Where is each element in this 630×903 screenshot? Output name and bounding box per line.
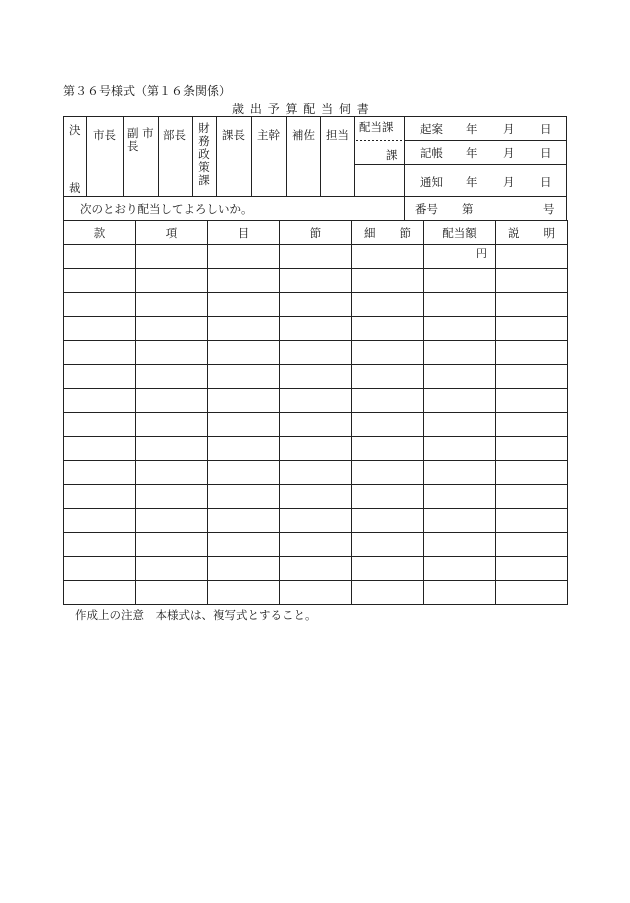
- table-cell[interactable]: [280, 389, 352, 413]
- table-cell[interactable]: [424, 245, 496, 269]
- table-cell[interactable]: [64, 437, 136, 461]
- table-cell[interactable]: [208, 437, 280, 461]
- allocation-division-label: 配当課: [359, 120, 394, 134]
- table-row: [64, 533, 568, 557]
- table-cell[interactable]: [496, 509, 568, 533]
- table-cell[interactable]: [208, 557, 280, 581]
- table-cell[interactable]: [208, 365, 280, 389]
- table-cell[interactable]: [424, 413, 496, 437]
- table-cell[interactable]: [280, 557, 352, 581]
- table-cell[interactable]: [64, 461, 136, 485]
- number-label: 番号: [415, 202, 438, 216]
- table-row: [64, 245, 568, 269]
- table-row: [64, 317, 568, 341]
- deputy-mayor-label: 副 市 長: [127, 126, 154, 153]
- table-cell[interactable]: [136, 341, 208, 365]
- table-cell[interactable]: [136, 533, 208, 557]
- table-cell[interactable]: [352, 509, 424, 533]
- table-cell[interactable]: [424, 293, 496, 317]
- table-cell[interactable]: [424, 389, 496, 413]
- table-cell[interactable]: [496, 389, 568, 413]
- month-label: 月: [503, 175, 515, 189]
- table-cell[interactable]: [496, 461, 568, 485]
- table-cell[interactable]: [208, 317, 280, 341]
- table-row: [64, 365, 568, 389]
- finance-policy-char: 務: [198, 134, 210, 148]
- table-cell[interactable]: [208, 461, 280, 485]
- year-label: 年: [466, 146, 478, 160]
- yen-unit: 円: [476, 247, 487, 260]
- table-cell[interactable]: [136, 485, 208, 509]
- table-cell[interactable]: [64, 269, 136, 293]
- table-cell[interactable]: [352, 557, 424, 581]
- dept-head-label: 部長: [163, 128, 186, 142]
- table-cell[interactable]: [136, 389, 208, 413]
- table-cell[interactable]: [496, 341, 568, 365]
- table-cell[interactable]: [352, 293, 424, 317]
- table-cell[interactable]: [280, 437, 352, 461]
- table-cell[interactable]: [352, 437, 424, 461]
- table-cell[interactable]: [208, 533, 280, 557]
- column-header: 款: [64, 221, 136, 245]
- table-cell[interactable]: [64, 341, 136, 365]
- column-header: 説 明: [496, 221, 568, 245]
- table-cell[interactable]: [208, 485, 280, 509]
- table-cell[interactable]: [280, 581, 352, 605]
- table-cell[interactable]: [352, 485, 424, 509]
- kessai-bottom: 裁: [69, 181, 81, 195]
- table-cell[interactable]: [424, 437, 496, 461]
- budget-table: [63, 220, 568, 605]
- table-cell[interactable]: [496, 557, 568, 581]
- finance-policy-char: 政: [198, 147, 210, 161]
- table-cell[interactable]: [424, 317, 496, 341]
- table-cell[interactable]: [136, 437, 208, 461]
- section-head-label: 課長: [222, 128, 245, 142]
- table-cell[interactable]: [136, 365, 208, 389]
- table-cell[interactable]: [136, 509, 208, 533]
- finance-policy-division-label: [192, 122, 216, 187]
- column-header: 節: [280, 221, 352, 245]
- day-label: 日: [540, 175, 552, 189]
- table-cell[interactable]: [352, 389, 424, 413]
- table-cell[interactable]: [496, 293, 568, 317]
- table-cell[interactable]: [208, 509, 280, 533]
- table-cell[interactable]: [64, 293, 136, 317]
- table-cell[interactable]: [208, 245, 280, 269]
- table-cell[interactable]: [496, 413, 568, 437]
- column-header: 配当額: [424, 221, 496, 245]
- table-cell[interactable]: [352, 461, 424, 485]
- table-cell[interactable]: [496, 581, 568, 605]
- table-cell[interactable]: [280, 317, 352, 341]
- table-cell[interactable]: [136, 269, 208, 293]
- table-cell[interactable]: [496, 245, 568, 269]
- table-cell[interactable]: [352, 581, 424, 605]
- month-label: 月: [503, 122, 515, 136]
- number-suffix: 号: [543, 202, 555, 216]
- table-row: [64, 389, 568, 413]
- table-row: [64, 557, 568, 581]
- table-cell[interactable]: [424, 557, 496, 581]
- month-label: 月: [503, 146, 515, 160]
- table-cell[interactable]: [208, 269, 280, 293]
- mayor-label: 市長: [93, 128, 116, 142]
- table-row: [64, 293, 568, 317]
- table-cell[interactable]: [136, 245, 208, 269]
- table-cell[interactable]: [64, 581, 136, 605]
- table-cell[interactable]: [136, 581, 208, 605]
- table-cell[interactable]: [280, 413, 352, 437]
- table-row: [64, 413, 568, 437]
- column-header-row: [64, 221, 568, 245]
- kessai-top: 決: [69, 123, 81, 137]
- year-label: 年: [466, 175, 478, 189]
- date-row-label: 通知: [420, 175, 443, 189]
- table-cell[interactable]: [136, 413, 208, 437]
- table-cell[interactable]: [496, 365, 568, 389]
- table-cell[interactable]: [208, 413, 280, 437]
- table-cell[interactable]: [352, 533, 424, 557]
- day-label: 日: [540, 122, 552, 136]
- request-text: 次のとおり配当してよろしいか。: [80, 202, 253, 216]
- table-cell[interactable]: [352, 413, 424, 437]
- table-cell[interactable]: [352, 341, 424, 365]
- table-cell[interactable]: [352, 269, 424, 293]
- table-cell[interactable]: [64, 365, 136, 389]
- table-cell[interactable]: [208, 389, 280, 413]
- table-cell[interactable]: [352, 365, 424, 389]
- table-row: [64, 341, 568, 365]
- finance-policy-char: 財: [198, 121, 210, 135]
- table-cell[interactable]: [280, 293, 352, 317]
- day-label: 日: [540, 146, 552, 160]
- table-cell[interactable]: [280, 341, 352, 365]
- table-cell[interactable]: [352, 317, 424, 341]
- table-cell[interactable]: [424, 581, 496, 605]
- table-row: [64, 509, 568, 533]
- table-cell[interactable]: [64, 317, 136, 341]
- table-row: [64, 485, 568, 509]
- table-cell[interactable]: [424, 509, 496, 533]
- table-cell[interactable]: [64, 245, 136, 269]
- year-label: 年: [466, 122, 478, 136]
- table-cell[interactable]: [424, 485, 496, 509]
- form-title: 歳 出 予 算 配 当 伺 書: [232, 102, 370, 116]
- table-row: [64, 461, 568, 485]
- table-cell[interactable]: [64, 557, 136, 581]
- table-cell[interactable]: [136, 557, 208, 581]
- table-cell[interactable]: [64, 509, 136, 533]
- finance-policy-char: 策: [198, 160, 210, 174]
- table-cell[interactable]: [424, 269, 496, 293]
- table-cell[interactable]: [424, 461, 496, 485]
- table-cell[interactable]: [280, 509, 352, 533]
- table-cell[interactable]: [208, 341, 280, 365]
- date-row-label: 記帳: [420, 146, 443, 160]
- table-row: [64, 581, 568, 605]
- usage-note: 作成上の注意 本様式は、複写式とすること。: [75, 608, 317, 622]
- number-prefix: 第: [462, 202, 474, 216]
- table-cell[interactable]: [208, 581, 280, 605]
- date-row-label: 起案: [420, 122, 443, 136]
- table-cell[interactable]: [64, 413, 136, 437]
- table-cell[interactable]: [424, 365, 496, 389]
- table-cell[interactable]: [424, 341, 496, 365]
- table-cell[interactable]: [280, 365, 352, 389]
- table-cell[interactable]: [64, 485, 136, 509]
- table-cell[interactable]: [280, 485, 352, 509]
- table-cell[interactable]: [496, 437, 568, 461]
- table-cell[interactable]: [208, 293, 280, 317]
- table-row: [64, 437, 568, 461]
- finance-policy-char: 課: [198, 173, 210, 187]
- form-number: 第３６号様式（第１６条関係）: [63, 84, 232, 98]
- column-header: 細 節: [352, 221, 424, 245]
- column-header: 目: [208, 221, 280, 245]
- table-cell[interactable]: [280, 269, 352, 293]
- table-cell[interactable]: [496, 533, 568, 557]
- table-cell[interactable]: [496, 269, 568, 293]
- column-header: 項: [136, 221, 208, 245]
- table-cell[interactable]: [352, 245, 424, 269]
- division-suffix: 課: [386, 148, 398, 162]
- table-cell[interactable]: [280, 533, 352, 557]
- table-cell[interactable]: [136, 317, 208, 341]
- table-cell[interactable]: [64, 389, 136, 413]
- in-charge-label: 担当: [326, 128, 349, 142]
- table-cell[interactable]: [64, 533, 136, 557]
- assistant-label: 補佐: [292, 128, 315, 142]
- table-cell[interactable]: [136, 461, 208, 485]
- table-cell[interactable]: [496, 485, 568, 509]
- table-cell[interactable]: [424, 533, 496, 557]
- table-cell[interactable]: [280, 245, 352, 269]
- table-row: [64, 269, 568, 293]
- chief-label: 主幹: [257, 128, 280, 142]
- table-cell[interactable]: [280, 461, 352, 485]
- table-cell[interactable]: [496, 317, 568, 341]
- table-cell[interactable]: [136, 293, 208, 317]
